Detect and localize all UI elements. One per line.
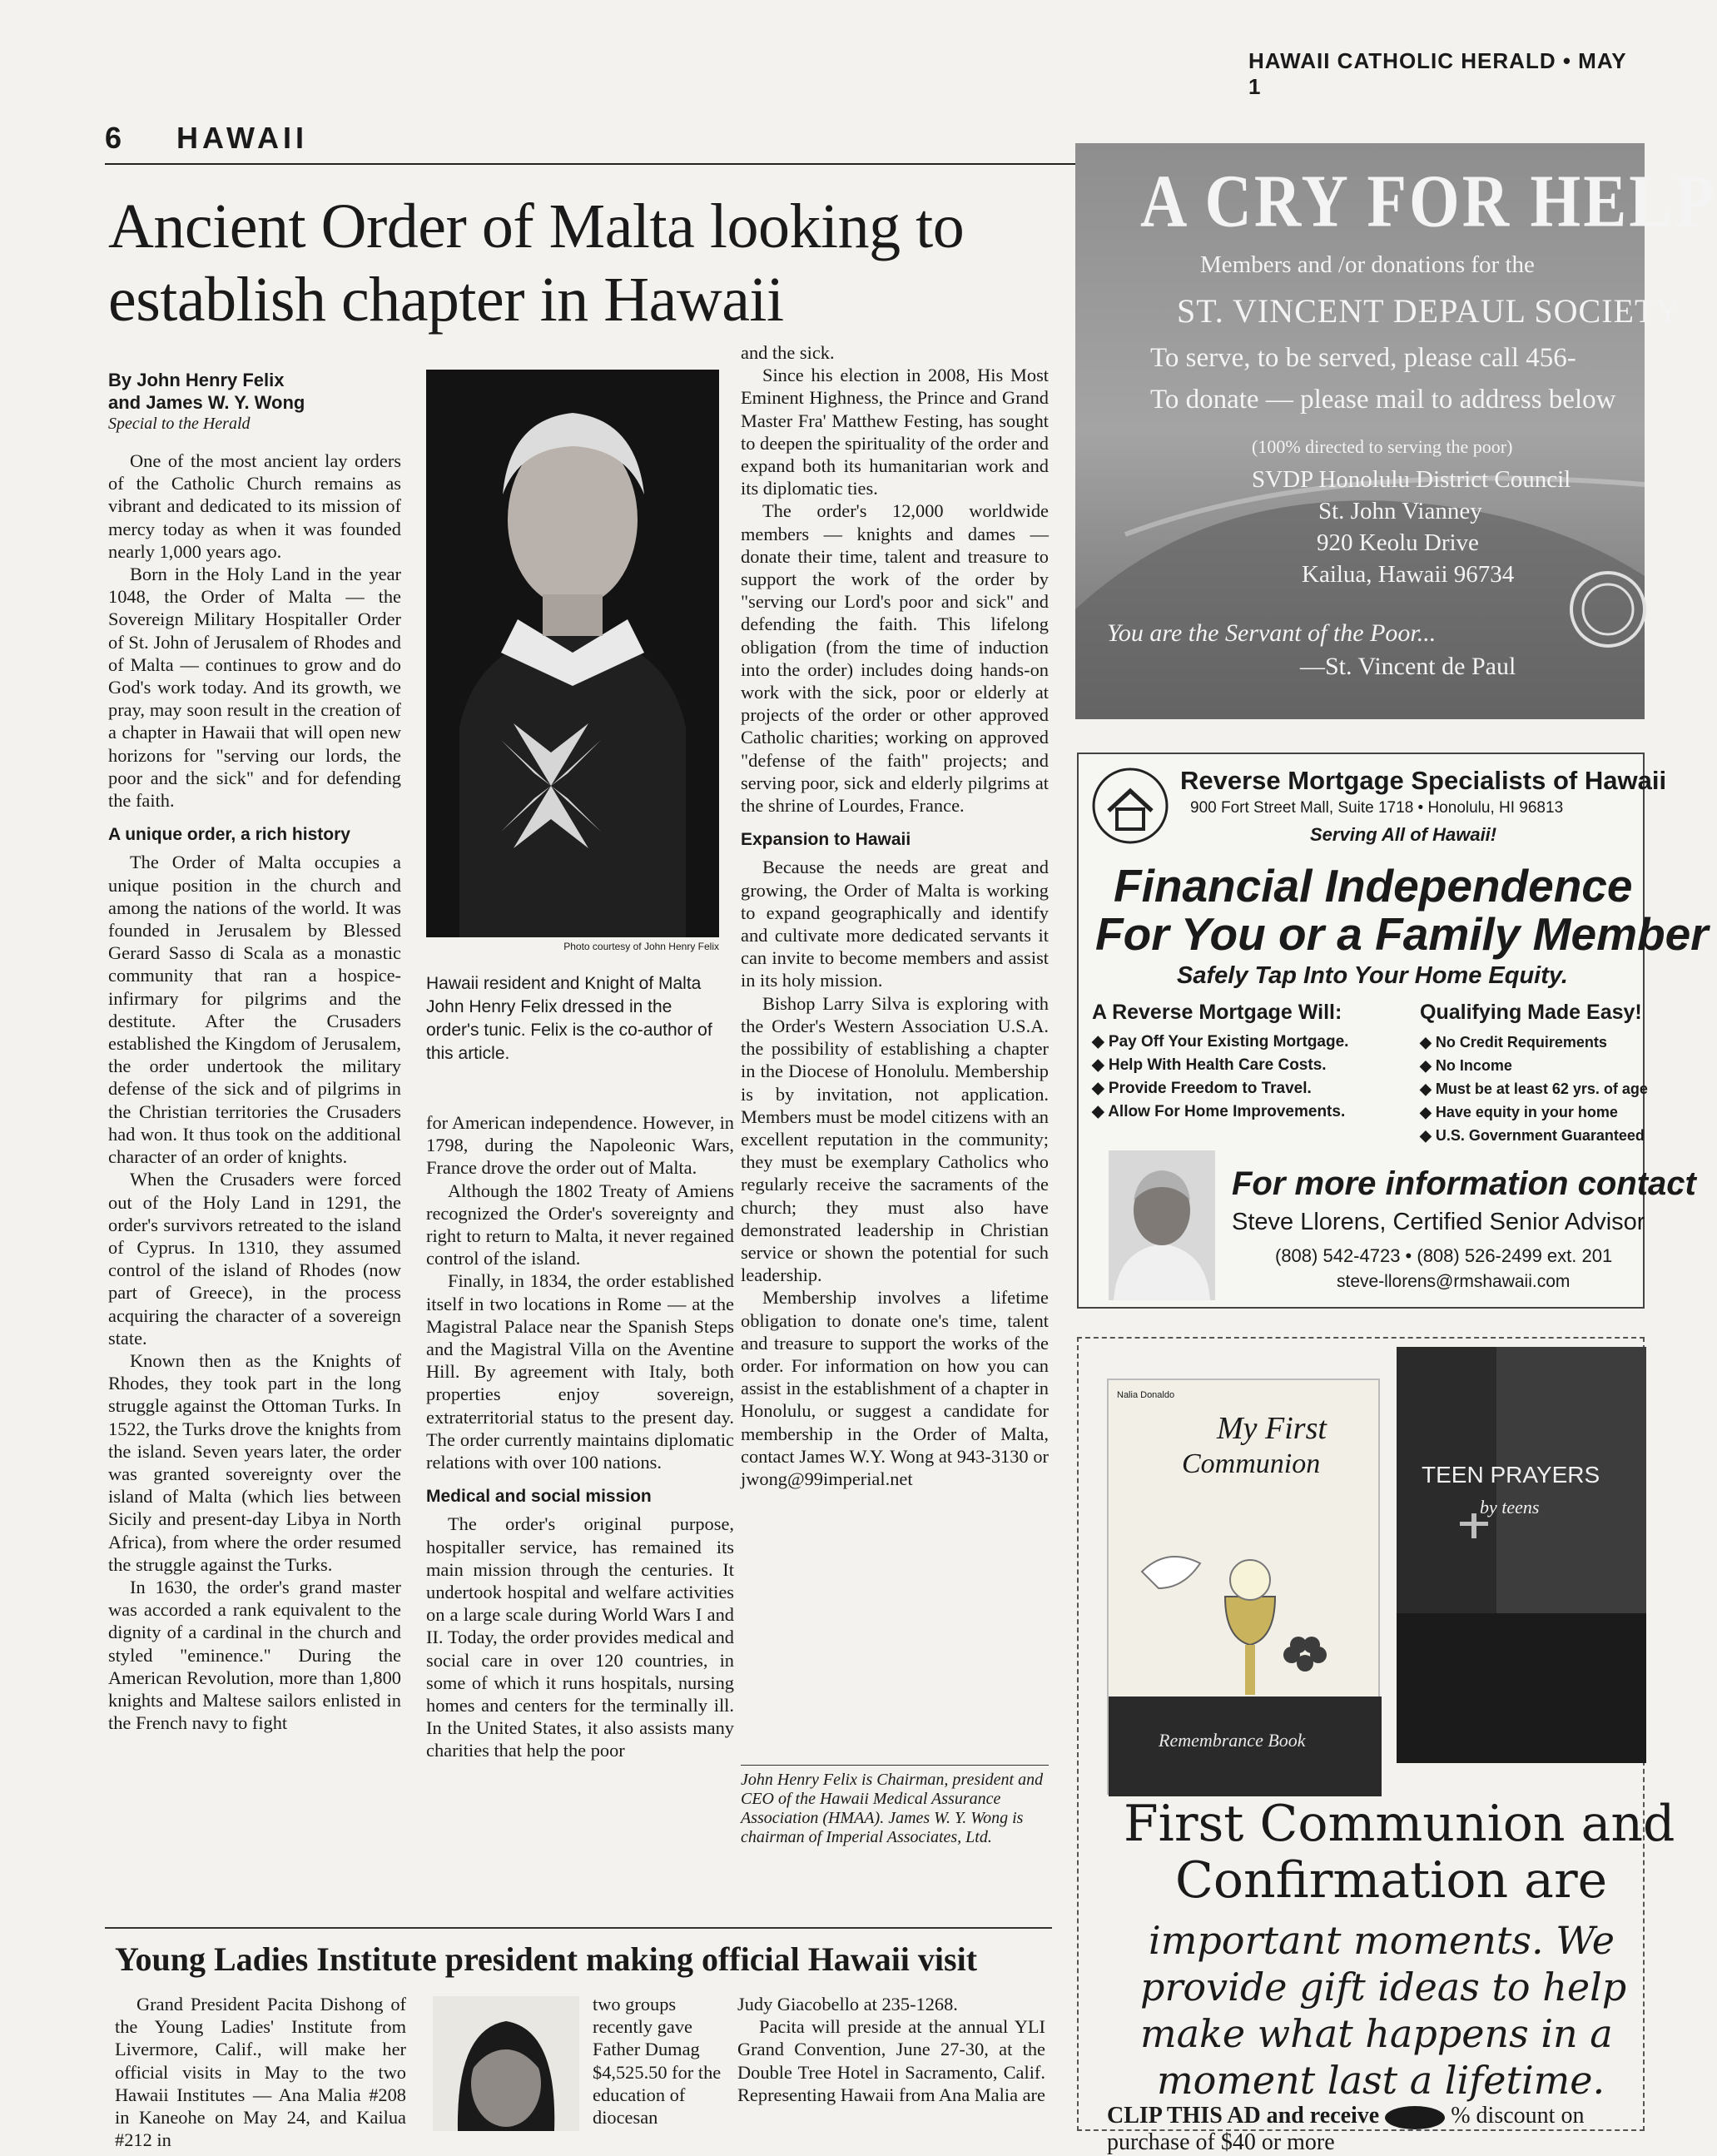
rm-qualify-title: Qualifying Made Easy!	[1420, 1001, 1642, 1024]
paragraph: The Order of Malta occupies a unique position in the church and among the nations of the world. It was founded in Jerusalem by Blessed Gerard Sasso di Scala as a monastic community that ran a hospice-infirmary for pilgrims and the destitute. After the Crusaders established the Kingdom of Jerusalem, the order undertook the military defense of the sick and of pilgrims in the Christian territories the Crusaders had won. It thus took on the additional character of an order of knights.	[108, 852, 401, 1168]
list-item: ◆ Provide Freedom to Travel.	[1092, 1080, 1312, 1097]
paragraph: Judy Giacobello at 235-1268.	[737, 1994, 958, 2014]
paragraph: Bishop Larry Silva is exploring with the Order's Western Association U.S.A. the possibility of establishing a chapter in the Diocese of Honolulu. Membership is by invitation, not application. Members must be model citizens with an excellent reputation in the community; they must be exemplary Catholics who regularly receive the sacraments of the church; they must also have demonstrated leadership in Christian service or shown the potential for such leadership.	[741, 992, 1049, 1286]
fc-clip	[1107, 2103, 1584, 2129]
book-title: TEEN PRAYERS	[1422, 1462, 1600, 1488]
paragraph: Born in the Holy Land in the year 1048, the Order of Malta — the Sovereign Military Hospitaller Order of St. John of Jerusalem of Rhodes and of Malta — continues to grow and do God's work today. And its growth, we pray, may soon result in the creation of a chapter in Hawaii that will open new horizons for "serving our lords, the poor and the sick" and for defending the faith.	[108, 564, 401, 812]
fc-clip-lead: CLIP THIS AD and receive	[1107, 2103, 1380, 2129]
fc-body: important moments. We	[1149, 1918, 1615, 1963]
house-logo-icon	[1090, 766, 1170, 846]
paragraph: In 1630, the order's grand master was accorded a rank equivalent to the dignity of a cardinal in the church and styled "eminence." During the American Revolution, more than 1,800 knights and Maltese sailors enlisted in the French navy to fight	[108, 1576, 401, 1734]
svdp-line: To donate — please mail to address below	[1150, 385, 1616, 415]
yli-headline: Young Ladies Institute president making official Hawaii visit	[115, 1940, 978, 1978]
paragraph: and the sick.	[741, 342, 835, 363]
newspaper-folio: HAWAII CATHOLIC HERALD • MAY 1	[1248, 48, 1627, 99]
paragraph: Known then as the Knights of Rhodes, they took part in the long struggle against the Ottoman Turks. In 1522, the Turks drove the knights from the island. Seven years later, the order was granted sovereignty over the island of Malta (which lies between Sicily and present-day Libya in North Africa), from where the order resumed the struggle against the Turks.	[108, 1349, 401, 1575]
book-teen-prayers	[1397, 1347, 1646, 1763]
yli-column-2	[593, 1993, 730, 2129]
fc-clip-discount: % discount on	[1451, 2103, 1585, 2129]
book-my-first-communion	[1107, 1379, 1380, 1795]
section-name: HAWAII	[176, 121, 309, 155]
list-item: ◆ Allow For Home Improvements.	[1092, 1103, 1346, 1120]
list-item: ◆ No Income	[1420, 1057, 1512, 1074]
book-title: My First	[1217, 1411, 1327, 1446]
subhead-medical: Medical and social mission	[426, 1487, 652, 1507]
fc-clip-purchase: purchase of $40 or more	[1107, 2129, 1335, 2155]
rm-subheadline: Safely Tap Into Your Home Equity.	[1177, 962, 1568, 989]
subhead-expansion: Expansion to Hawaii	[741, 830, 911, 850]
article-column-1	[108, 450, 401, 1734]
svdp-address: Kailua, Hawaii 96734	[1302, 561, 1515, 588]
svdp-line: To serve, to be served, please call 456-	[1150, 343, 1576, 373]
rm-email: steve-llorens@rmshawaii.com	[1337, 1272, 1571, 1291]
rm-will-list	[1092, 1031, 1348, 1124]
paragraph: Pacita will preside at the annual YLI Grand Convention, June 27-30, at the Double Tree Hotel in Sacramento, Calif. Representing Hawaii from Ana Malia are	[737, 2016, 1045, 2105]
svdp-quote-author: —St. Vincent de Paul	[1300, 653, 1516, 680]
fc-headline: Confirmation are	[1175, 1851, 1608, 1910]
book-subtitle: Remembrance Book	[1159, 1730, 1306, 1751]
list-item: ◆ U.S. Government Guaranteed	[1420, 1127, 1645, 1144]
advisor-photo	[1109, 1150, 1215, 1300]
paragraph: Membership involves a lifetime obligation to donate one's time, talent and treasure to support the works of the order. For information on how you can assist in the establishment of a chapter in Honolulu, or suggest a candidate for membership in the Order of Malta, contact James W.Y. Wong at 943-3130 or jwong@99imperial.net	[741, 1287, 1049, 1489]
rm-will-title: A Reverse Mortgage Will:	[1092, 1001, 1342, 1024]
rm-qualify-list	[1420, 1031, 1648, 1147]
list-item: ◆ Have equity in your home	[1420, 1104, 1618, 1120]
book-subtitle: by teens	[1480, 1497, 1540, 1518]
byline-credit: Special to the Herald	[108, 415, 251, 433]
list-item: ◆ Help With Health Care Costs.	[1092, 1056, 1327, 1074]
photo-john-henry-felix	[426, 370, 719, 937]
article-headline: Ancient Order of Malta looking to establish chapter in Hawaii	[108, 191, 965, 335]
svdp-line: Members and /or donations for the	[1200, 251, 1535, 278]
rm-tagline: Serving All of Hawaii!	[1310, 824, 1497, 845]
paragraph: for American independence. However, in 1798, during the Napoleonic Wars, France drove the order out of Malta.	[426, 1112, 734, 1179]
article-column-3	[741, 341, 1049, 1490]
paragraph: two groups recently gave Father Dumag $4,525.50 for the education of diocesan	[593, 1994, 722, 2129]
svdp-quote: You are the Servant of the Poor...	[1107, 619, 1437, 647]
rm-headline: For You or a Family Member	[1095, 908, 1709, 960]
byline-author-2: and James W. Y. Wong	[108, 392, 305, 413]
rm-more-info: For more information contact	[1232, 1165, 1696, 1202]
svdp-address: SVDP Honolulu District Council	[1252, 466, 1571, 493]
paragraph: When the Crusaders were forced out of the Holy Land in 1291, the order's survivors retreated to the island of Cyprus. In 1310, they assumed control of the island of Rhodes (now part of Greece), in the process acquiring the character of a sovereign state.	[108, 1169, 401, 1349]
author-bio: John Henry Felix is Chairman, president and CEO of the Hawaii Medical Assurance Association (HMAA). James W. Y. Wong is chairman of Imperial Associates, Ltd.	[741, 1771, 1044, 1846]
byline-author-1: By John Henry Felix	[108, 370, 285, 390]
svdp-line: (100% directed to serving the poor)	[1252, 436, 1513, 457]
article-column-2	[426, 1111, 734, 1762]
ad-first-communion	[1077, 1337, 1675, 2155]
svdp-address: 920 Keolu Drive	[1317, 529, 1479, 556]
svdp-title: A CRY FOR HELP	[1140, 159, 1717, 243]
paragraph: Grand President Pacita Dishong of the Young Ladies' Institute from Livermore, Calif., will make her official visits in May to the two Hawaii Institutes — Ana Malia #208 in Kaneohe on May 24, and Kailua #212 in	[115, 1994, 406, 2151]
ad-svdp	[1075, 143, 1717, 719]
rm-company: Reverse Mortgage Specialists of Hawaii	[1180, 766, 1667, 795]
list-item: ◆ Pay Off Your Existing Mortgage.	[1092, 1033, 1349, 1051]
photo-credit: Photo courtesy of John Henry Felix	[563, 941, 719, 952]
fc-body: moment last a lifetime.	[1157, 2058, 1605, 2103]
byline	[108, 369, 416, 414]
yli-column-3	[737, 1993, 1045, 2106]
yli-column-1	[115, 1993, 406, 2151]
yli-photo	[433, 1996, 579, 2131]
paragraph: Since his election in 2008, His Most Eminent Highness, the Prince and Grand Master Fra' Matthew Festing, has sought to deepen the spirituality of the order and expand both its humanitarian work and its diplomatic ties.	[741, 365, 1049, 499]
fc-headline: First Communion and	[1124, 1795, 1675, 1853]
rm-address: 900 Fort Street Mall, Suite 1718 • Honolulu, HI 96813	[1190, 799, 1564, 817]
paragraph: Although the 1802 Treaty of Amiens recognized the Order's sovereignty and right to return to Malta, it never regained control of the island.	[426, 1180, 734, 1269]
paragraph: The order's 12,000 worldwide members — knights and dames — donate their time, talent and treasure to support the work of the order by "serving our Lord's poor and sick" and defending the faith. This lifelong obligation (from the time of induction into the order) includes doing hands-on work with the sick, poor or elderly at projects of the order or other approved Catholic charities; working on approved "defense of the faith" projects; and serving poor, sick and elderly pilgrims at the shrine of Lourdes, France.	[741, 500, 1049, 817]
fc-body: provide gift ideas to help	[1140, 1965, 1627, 2009]
bio-rule	[741, 1765, 1049, 1766]
svdp-society: ST. VINCENT DEPAUL SOCIETY	[1177, 292, 1681, 330]
svdp-address: St. John Vianney	[1318, 498, 1482, 524]
ad-reverse-mortgage	[1077, 753, 1709, 1309]
rm-phones: (808) 542-4723 • (808) 526-2499 ext. 201	[1275, 1245, 1613, 1266]
paragraph: Because the needs are great and growing, the Order of Malta is working to expand geographically and identify and cultivate more dedicated servants it can invite to become members and assist in its holy mission.	[741, 857, 1049, 991]
article-divider	[105, 1927, 1052, 1929]
list-item: ◆ Must be at least 62 yrs. of age	[1420, 1080, 1648, 1097]
rm-headline: Financial Independence	[1114, 860, 1633, 912]
fc-body: make what happens in a	[1140, 2011, 1613, 2056]
page-number: 6	[105, 121, 122, 155]
rm-contact-name: Steve Llorens, Certified Senior Advisor	[1232, 1209, 1645, 1235]
paragraph: The order's original purpose, hospitaller service, has remained its main mission through the centuries. It undertook hospital and welfare activities on a large scale during World Wars I and II. Today, the order provides medical and social care in over 120 countries, in some of which it runs hospitals, nursing homes and centers for the terminally ill. In the United States, it also assists many charities that help the poor	[426, 1513, 734, 1761]
thumb-shadow	[1385, 2106, 1445, 2129]
paragraph: Finally, in 1834, the order established itself in two locations in Rome — at the Magistral Palace near the Spanish Steps and the Magistral Villa on the Aventine Hill. By agreement with Italy, both properties enjoy sovereign, extraterritorial status to the present day. The order currently maintains diplomatic relations with over 100 nations.	[426, 1270, 734, 1473]
photo-caption: Hawaii resident and Knight of Malta John Henry Felix dressed in the order's tunic. Felix is the co-author of this article.	[426, 974, 712, 1063]
paragraph: One of the most ancient lay orders of the Catholic Church remains as vibrant and dedicated to its mission of mercy today as when it was founded nearly 1,000 years ago.	[108, 450, 401, 562]
subhead-history: A unique order, a rich history	[108, 825, 350, 845]
book-author: Nalia Donaldo	[1117, 1390, 1175, 1400]
book-title: Communion	[1182, 1448, 1321, 1479]
list-item: ◆ No Credit Requirements	[1420, 1034, 1607, 1051]
